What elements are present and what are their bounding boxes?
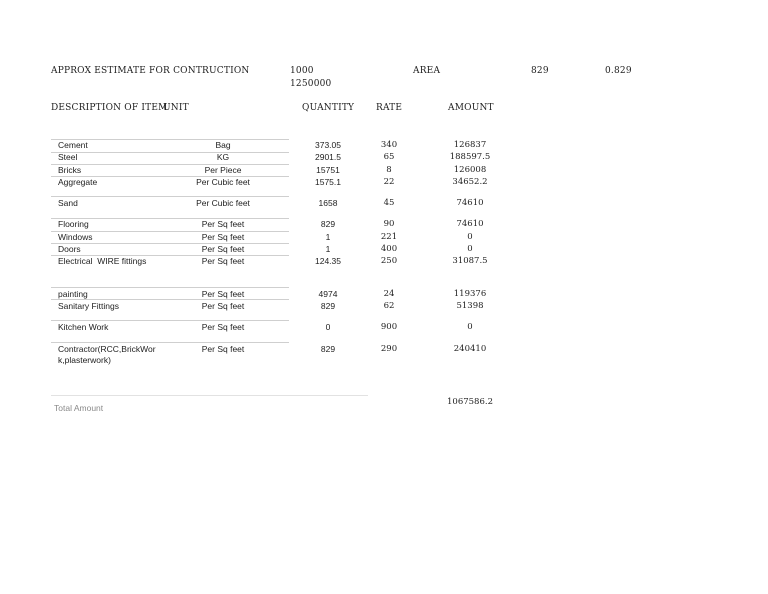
row-quantity: 1575.1 bbox=[315, 177, 341, 187]
row-rate: 290 bbox=[380, 344, 398, 354]
row-amount: 31087.5 bbox=[452, 256, 488, 266]
row-unit: KG bbox=[216, 152, 230, 162]
row-rate: 62 bbox=[383, 301, 395, 311]
row-rate: 24 bbox=[383, 289, 395, 299]
row-amount: 74610 bbox=[456, 219, 484, 229]
row-quantity: 1 bbox=[325, 232, 331, 242]
row-quantity: 2901.5 bbox=[315, 152, 341, 162]
row-rate: 400 bbox=[380, 244, 398, 254]
row-amount: 119376 bbox=[453, 289, 487, 299]
row-unit: Per Sq feet bbox=[201, 301, 245, 311]
row-rate: 45 bbox=[383, 198, 395, 208]
total-divider bbox=[51, 395, 368, 396]
row-quantity: 0 bbox=[325, 322, 331, 332]
row-divider bbox=[51, 287, 289, 288]
row-description: Doors bbox=[58, 244, 81, 254]
row-quantity: 829 bbox=[320, 344, 336, 354]
row-quantity: 124.35 bbox=[315, 256, 341, 266]
row-unit: Per Cubic feet bbox=[196, 177, 250, 187]
row-unit: Per Sq feet bbox=[201, 289, 245, 299]
total-label: Total Amount bbox=[54, 403, 104, 413]
row-unit: Per Sq feet bbox=[201, 232, 245, 242]
row-unit: Bag bbox=[215, 140, 231, 150]
row-divider bbox=[51, 196, 289, 197]
row-quantity: 1 bbox=[325, 244, 331, 254]
row-unit: Per Sq feet bbox=[201, 244, 245, 254]
sheet-title: APPROX ESTIMATE FOR CONTRUCTION bbox=[51, 66, 250, 76]
row-rate: 900 bbox=[380, 322, 398, 332]
row-rate: 90 bbox=[383, 219, 395, 229]
row-amount: 0 bbox=[467, 322, 473, 332]
header-value-b: 1250000 bbox=[290, 79, 332, 89]
row-description: Sanitary Fittings bbox=[58, 301, 119, 311]
row-unit: Per Cubic feet bbox=[196, 198, 250, 208]
row-unit: Per Sq feet bbox=[201, 256, 245, 266]
row-quantity: 829 bbox=[320, 219, 336, 229]
row-description: Cement bbox=[58, 140, 88, 150]
row-amount: 0 bbox=[467, 244, 473, 254]
total-amount: 1067586.2 bbox=[447, 397, 493, 407]
row-divider bbox=[51, 243, 289, 244]
column-header-quantity: QUANTITY bbox=[302, 103, 355, 113]
row-description: Contractor(RCC,BrickWor bbox=[58, 344, 156, 354]
row-description: Electrical WIRE fittings bbox=[58, 256, 147, 266]
row-description: Kitchen Work bbox=[58, 322, 109, 332]
row-quantity: 373.05 bbox=[315, 140, 341, 150]
row-description: painting bbox=[58, 289, 88, 299]
row-unit: Per Piece bbox=[204, 165, 242, 175]
row-divider bbox=[51, 299, 289, 300]
row-divider bbox=[51, 164, 289, 165]
column-header-description: DESCRIPTION OF ITEM bbox=[51, 103, 168, 113]
row-divider bbox=[51, 320, 289, 321]
row-description: Windows bbox=[58, 232, 93, 242]
row-unit: Per Sq feet bbox=[201, 322, 245, 332]
row-unit: Per Sq feet bbox=[201, 219, 245, 229]
row-amount: 0 bbox=[467, 232, 473, 242]
row-amount: 188597.5 bbox=[449, 152, 491, 162]
row-description: Steel bbox=[58, 152, 78, 162]
column-header-amount: AMOUNT bbox=[448, 103, 494, 113]
area-label: AREA bbox=[413, 66, 441, 76]
row-rate: 22 bbox=[383, 177, 395, 187]
row-quantity: 4974 bbox=[318, 289, 338, 299]
row-description: Sand bbox=[58, 198, 78, 208]
row-amount: 34652.2 bbox=[452, 177, 488, 187]
row-divider bbox=[51, 342, 289, 343]
row-amount: 126837 bbox=[453, 140, 487, 150]
row-amount: 74610 bbox=[456, 198, 484, 208]
row-divider bbox=[51, 152, 289, 153]
area-ratio: 0.829 bbox=[605, 66, 632, 76]
row-description-continued: k,plasterwork) bbox=[58, 355, 111, 365]
row-amount: 51398 bbox=[456, 301, 484, 311]
column-header-unit: UNIT bbox=[163, 103, 189, 113]
row-description: Aggregate bbox=[58, 177, 98, 187]
row-rate: 340 bbox=[380, 140, 398, 150]
row-rate: 8 bbox=[386, 165, 392, 175]
row-unit: Per Sq feet bbox=[201, 344, 245, 354]
row-amount: 240410 bbox=[453, 344, 487, 354]
row-description: Flooring bbox=[58, 219, 89, 229]
row-quantity: 829 bbox=[320, 301, 336, 311]
column-header-rate: RATE bbox=[376, 103, 403, 113]
area-value: 829 bbox=[531, 66, 549, 76]
row-description: Bricks bbox=[58, 165, 82, 175]
row-rate: 65 bbox=[383, 152, 395, 162]
row-quantity: 15751 bbox=[316, 165, 340, 175]
row-amount: 126008 bbox=[453, 165, 487, 175]
row-quantity: 1658 bbox=[318, 198, 338, 208]
row-rate: 221 bbox=[380, 232, 398, 242]
header-value-a: 1000 bbox=[290, 66, 314, 76]
row-rate: 250 bbox=[380, 256, 398, 266]
